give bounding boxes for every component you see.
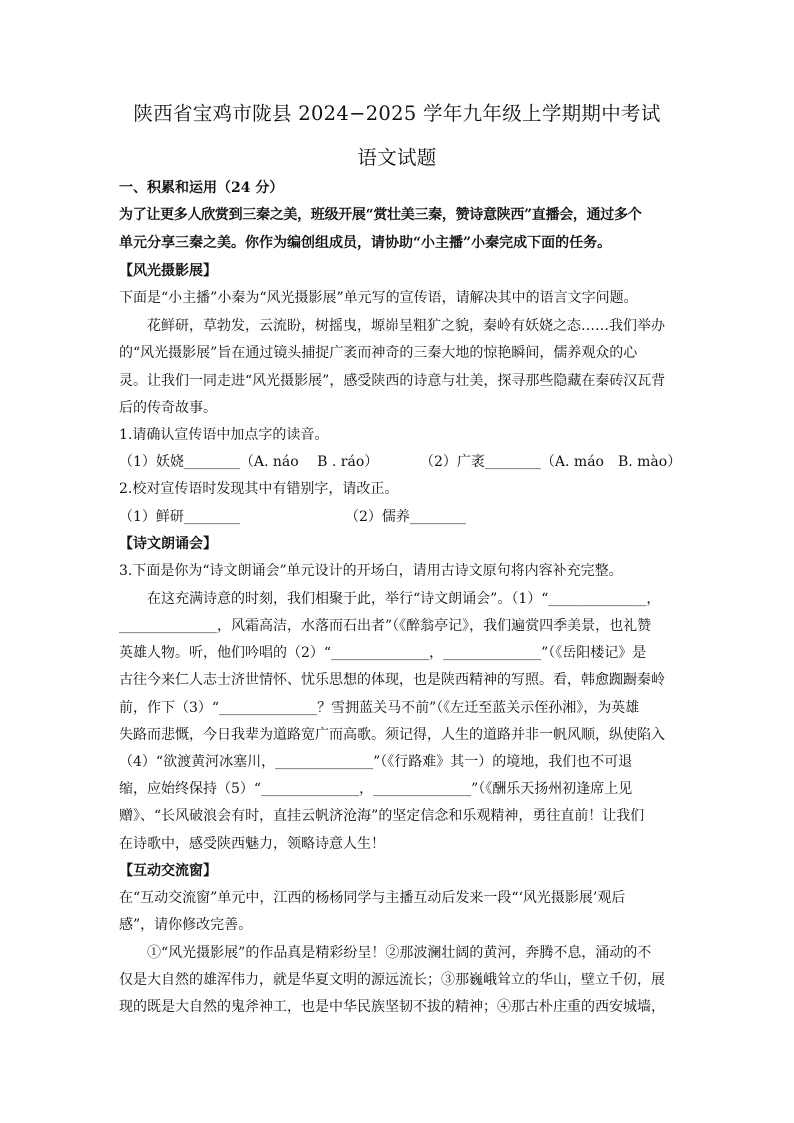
interact-passage-line: 仅是大自然的雄浑伟力，就是华夏文明的源远流长；③那巍峨耸立的华山，壁立千仞，展: [119, 972, 665, 988]
section-heading: 一、积累和运用（24 分）: [119, 180, 284, 196]
poetry-passage-line: 缩，应始终保持（5）“______________，______________”（《酬乐天扬州初逢席上见: [119, 781, 633, 797]
interact-passage-line: 现的既是大自然的鬼斧神工，也是中华民族坚韧不拔的精神；④那古朴庄重的西安城墙，: [119, 999, 665, 1015]
scenery-passage-line: 花鲜研，草勃发，云流盼，树摇曳，塬峁呈粗犷之貌，秦岭有妖娆之态……我们举办: [147, 318, 665, 334]
question-3-stem: 3.下面是你为“诗文朗诵会”单元设计的开场白，请用古诗文原句将内容补充完整。: [119, 563, 623, 579]
question-2-option-a: （1）鲜研________: [119, 509, 240, 525]
scenery-passage-line: 的“风光摄影展”旨在通过镜头捕捉广袤而神奇的三秦大地的惊艳瞬间，儒养观众的心: [119, 345, 638, 361]
poetry-passage-line: 失路而悲慨，今日我辈为道路宽广而高歌。须记得，人生的道路并非一帆风顺，纵使陷入: [119, 727, 665, 743]
scenery-passage-line: 灵。让我们一同走进“风光摄影展”，感受陕西的诗意与壮美，探寻那些隐藏在秦砖汉瓦背: [119, 373, 666, 389]
question-2-stem: 2.校对宣传语时发现其中有错别字，请改正。: [119, 481, 399, 497]
poetry-passage-line: 前，作下（3）“______________？雪拥蓝关马不前”（《左迁至蓝关示侄孙湘》，为英雄: [119, 700, 640, 716]
question-1-option-b: （2）广袤________（A. máo B. mào）: [420, 454, 682, 470]
interact-prompt-line: 感”，请你修改完善。: [119, 917, 253, 933]
question-2-option-b: （2）儒养________: [345, 509, 466, 525]
poetry-passage-line: 赠》、“长风破浪会有时，直挂云帆济沧海”的坚定信念和乐观精神，勇往直前！让我们: [119, 808, 645, 824]
section-intro-line: 为了让更多人欣赏到三秦之美，班级开展“赏壮美三秦，赞诗意陕西”直播会，通过多个: [119, 207, 642, 223]
question-1-option-a: （1）妖娆________（A. náo B . ráo）: [119, 454, 379, 470]
page-title: 陕西省宝鸡市陇县 2024−2025 学年九年级上学期期中考试: [133, 102, 661, 125]
part-heading-scenery: 【风光摄影展】: [119, 263, 217, 279]
section-intro-line: 单元分享三秦之美。你作为编创组成员，请协助“小主播”小秦完成下面的任务。: [119, 235, 612, 251]
scenery-prompt: 下面是“小主播”小秦为“风光摄影展”单元写的宣传语，请解决其中的语言文字问题。: [119, 290, 638, 306]
interact-prompt-line: 在“互动交流窗”单元中，江西的杨杨同学与主播互动后发来一段“‘风光摄影展’观后: [119, 890, 626, 906]
poetry-passage-line: 英雄人物。听，他们吟唱的（2）“______________，______________”（《岳阳楼记》是: [119, 645, 647, 661]
question-1-stem: 1.请确认宣传语中加点字的读音。: [119, 427, 329, 443]
poetry-passage-line: 在这充满诗意的时刻，我们相聚于此，举行“诗文朗诵会”。（1）“______________，: [147, 591, 661, 607]
poetry-passage-line: （4）“欲渡黄河冰塞川，______________”（《行路难》其一）的境地，我们也不可退: [119, 754, 633, 770]
poetry-passage-line: 在诗歌中，感受陕西魅力，领略诗意人生！: [119, 836, 385, 852]
page-subtitle: 语文试题: [357, 146, 437, 169]
part-heading-interact: 【互动交流窗】: [119, 863, 217, 879]
poetry-passage-line: 古往今来仁人志士济世情怀、忧乐思想的体现，也是陕西精神的写照。看，韩愈踟蹰秦岭: [119, 672, 665, 688]
poetry-passage-line: ______________，风霜高洁，水落而石出者”（《醉翁亭记》，我们遍赏四季美景，也礼赞: [119, 618, 652, 634]
scenery-passage-line: 后的传奇故事。: [119, 400, 217, 416]
part-heading-poetry: 【诗文朗诵会】: [119, 536, 217, 552]
interact-passage-line: ①“风光摄影展”的作品真是精彩纷呈！②那波澜壮阔的黄河，奔腾不息，涌动的不: [147, 945, 652, 961]
